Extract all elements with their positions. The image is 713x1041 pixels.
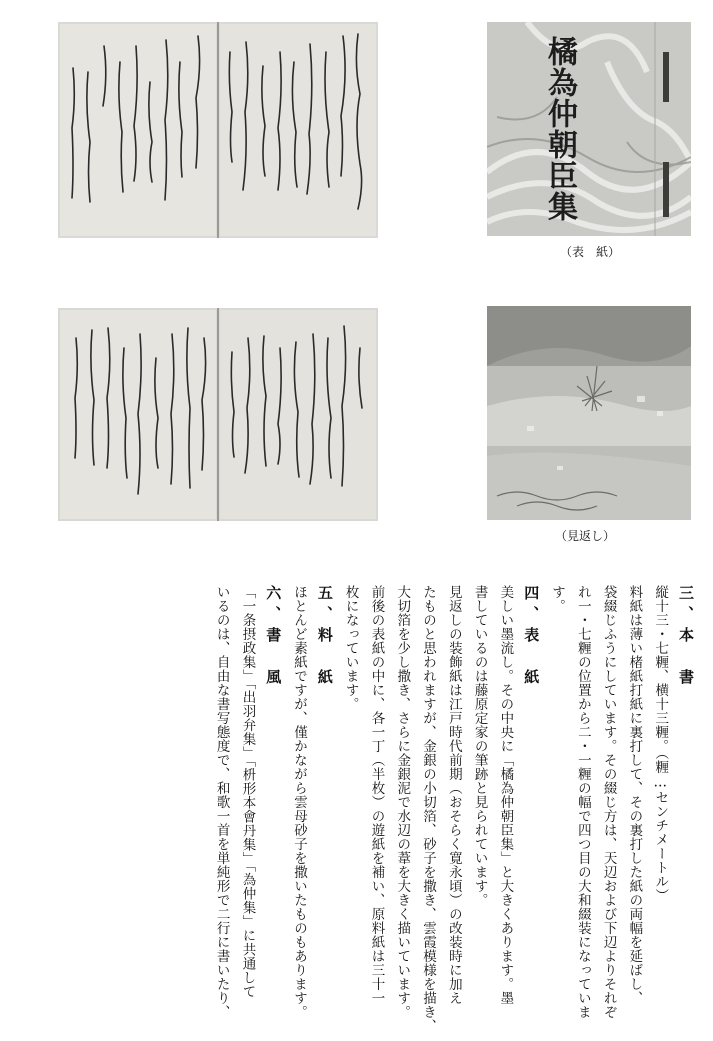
section-heading-shofu: 六、書 風	[264, 585, 283, 690]
manuscript-spread-bottom	[58, 308, 378, 521]
text-column: ほとんど素紙ですが、僅かながら雲母砂子を撒いたものもあります。	[291, 585, 308, 1019]
body-text	[8, 585, 698, 1035]
text-column: 袋綴じふうにしています。その綴じ方は、天辺および下辺よりそれぞ	[600, 585, 617, 1019]
section-heading-hyoshi: 四、表 紙	[522, 585, 541, 690]
text-column: れ一・七糎の位置から二・一糎の幅で四つ目の大和綴装になっていま	[574, 585, 591, 1019]
text-column: いるのは、自由な書写態度で、和歌一首を単純形で二行に書いたり、	[213, 585, 230, 1019]
text-column: 書しているのは藤原定家の筆跡と見られています。	[471, 585, 488, 907]
cover-image	[487, 22, 691, 236]
section-heading-honsho: 三、本 書	[677, 585, 695, 690]
text-column: 枚になっています。	[342, 585, 359, 711]
section-heading-ryoshi: 五、料 紙	[315, 585, 334, 690]
text-column: たものと思われますが、金銀の小切箔、砂子を撒き、雲霞模様を描き、	[420, 585, 437, 1033]
endpaper-image	[487, 306, 691, 520]
text-column: す。	[549, 585, 566, 613]
text-column: 美しい墨流し。その中央に「橘為仲朝臣集」と大きくあります。墨	[497, 585, 514, 1005]
text-column: 縦十三・七糎、横十三糎。（糎…センチメートル）	[652, 585, 669, 903]
cover-caption: （表 紙）	[559, 245, 620, 259]
cover-title-calligraphy: 橘為仲朝臣集	[542, 36, 577, 222]
text-column: 大切箔を少し撒き、さらに金銀泥で水辺の葦を大きく描いています。	[394, 585, 411, 1019]
text-column: 「一条摂政集」「出羽弁集」「枡形本會丹集」「為仲集」に共通して	[239, 585, 256, 999]
endpaper-caption: （見返し）	[554, 529, 615, 543]
text-column: 料紙は薄い楮紙打紙に裏打して、その裏打した紙の両幅を延ばし、	[626, 585, 643, 1005]
text-column: 前後の表紙の中に、各一丁（半枚）の遊紙を補い、原料紙は三十一	[368, 585, 385, 1005]
text-column: 見返しの装飾紙は江戸時代前期（おそらく寛永頃）の改装時に加え	[445, 585, 462, 1005]
manuscript-spread-top	[58, 22, 378, 238]
